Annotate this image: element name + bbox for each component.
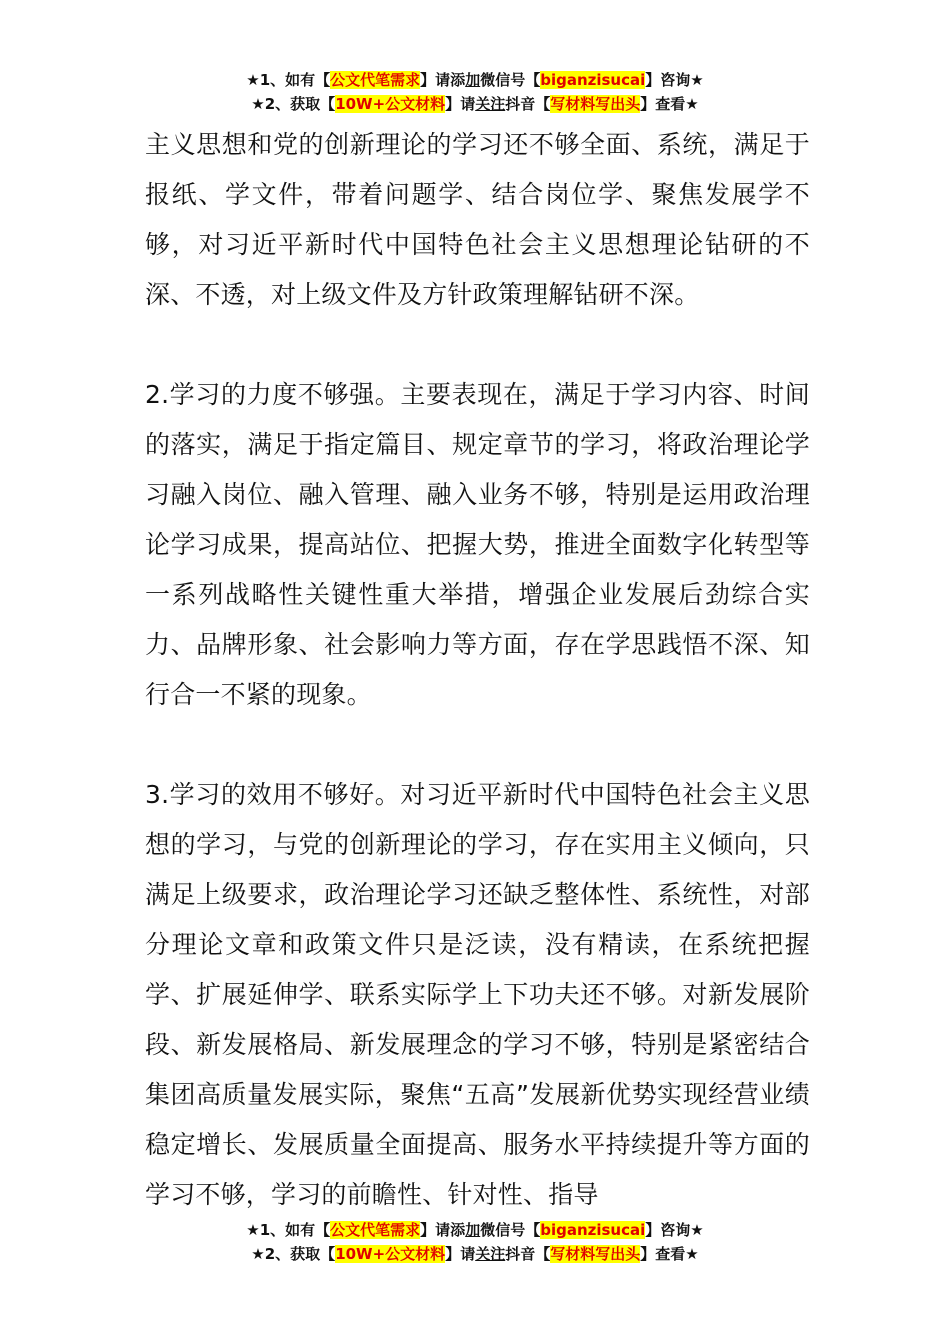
banner-underline-text: 关注 [475,95,506,113]
banner-line-2 [0,1242,950,1266]
banner-text: ★2、获取【 [251,95,336,113]
banner-text: 抖音【 [505,95,551,113]
banner-text: 】咨询★ [645,1221,704,1239]
document-body [145,120,810,1220]
banner-wechat-id: biganzisucai [540,1221,646,1239]
banner-line-2 [0,92,950,116]
banner-underline-text: 加 [465,71,481,89]
banner-line-1 [0,1218,950,1242]
banner-text: 】请 [445,95,476,113]
banner-douyin-id: 写材料写出头 [550,95,641,113]
banner-text: 】查看★ [640,95,699,113]
banner-text: ★2、获取【 [251,1245,336,1263]
banner-underline-text: 加 [465,1221,481,1239]
paragraph-3: 3.学习的效用不够好。对习近平新时代中国特色社会主义思想的学习，与党的创新理论的学习，存在实用主义倾向，只满足上级要求，政治理论学习还缺乏整体性、系统性，对部分理论文章和政策文件只是泛读，没有精读，在系统把握学、扩展延伸学、联系实际学上下功夫还不够。对新发展阶段、新发展格局、新发展理念的学习不够，特别是紧密结合集团高质量发展实际，聚焦“五高”发展新优势实现经营业绩稳定增长、发展质量全面提高、服务水平持续提升等方面的学习不够，学习的前瞻性、针对性、指导 [145,780,810,1209]
header-banner [0,68,950,116]
paragraph-continuation: 主义思想和党的创新理论的学习还不够全面、系统，满足于报纸、学文件，带着问题学、结合岗位学、聚焦发展学不够，对习近平新时代中国特色社会主义思想理论钻研的不深、不透，对上级文件及方针政策理解钻研不深。 [145,130,810,309]
banner-text: 】请添 [420,1221,466,1239]
banner-text: 】请添 [420,71,466,89]
banner-text: 微信号【 [480,1221,541,1239]
footer-banner [0,1218,950,1266]
banner-underline-text: 关注 [475,1245,506,1263]
paragraph-2: 2.学习的力度不够强。主要表现在，满足于学习内容、时间的落实，满足于指定篇目、规定章节的学习，将政治理论学习融入岗位、融入管理、融入业务不够，特别是运用政治理论学习成果，提高站位、把握大势，推进全面数字化转型等一系列战略性关键性重大举措，增强企业发展后劲综合实力、品牌形象、社会影响力等方面，存在学思践悟不深、知行合一不紧的现象。 [145,380,810,709]
banner-wechat-id: biganzisucai [540,71,646,89]
banner-highlight: 10W+公文材料 [335,1245,446,1263]
banner-text: 】请 [445,1245,476,1263]
banner-text: 抖音【 [505,1245,551,1263]
banner-text: 微信号【 [480,71,541,89]
banner-highlight: 公文代笔需求 [330,1221,421,1239]
banner-text: 】查看★ [640,1245,699,1263]
banner-highlight: 10W+公文材料 [335,95,446,113]
banner-douyin-id: 写材料写出头 [550,1245,641,1263]
banner-text: ★1、如有【 [246,71,331,89]
banner-highlight: 公文代笔需求 [330,71,421,89]
banner-text: 】咨询★ [645,71,704,89]
banner-text: ★1、如有【 [246,1221,331,1239]
banner-line-1 [0,68,950,92]
